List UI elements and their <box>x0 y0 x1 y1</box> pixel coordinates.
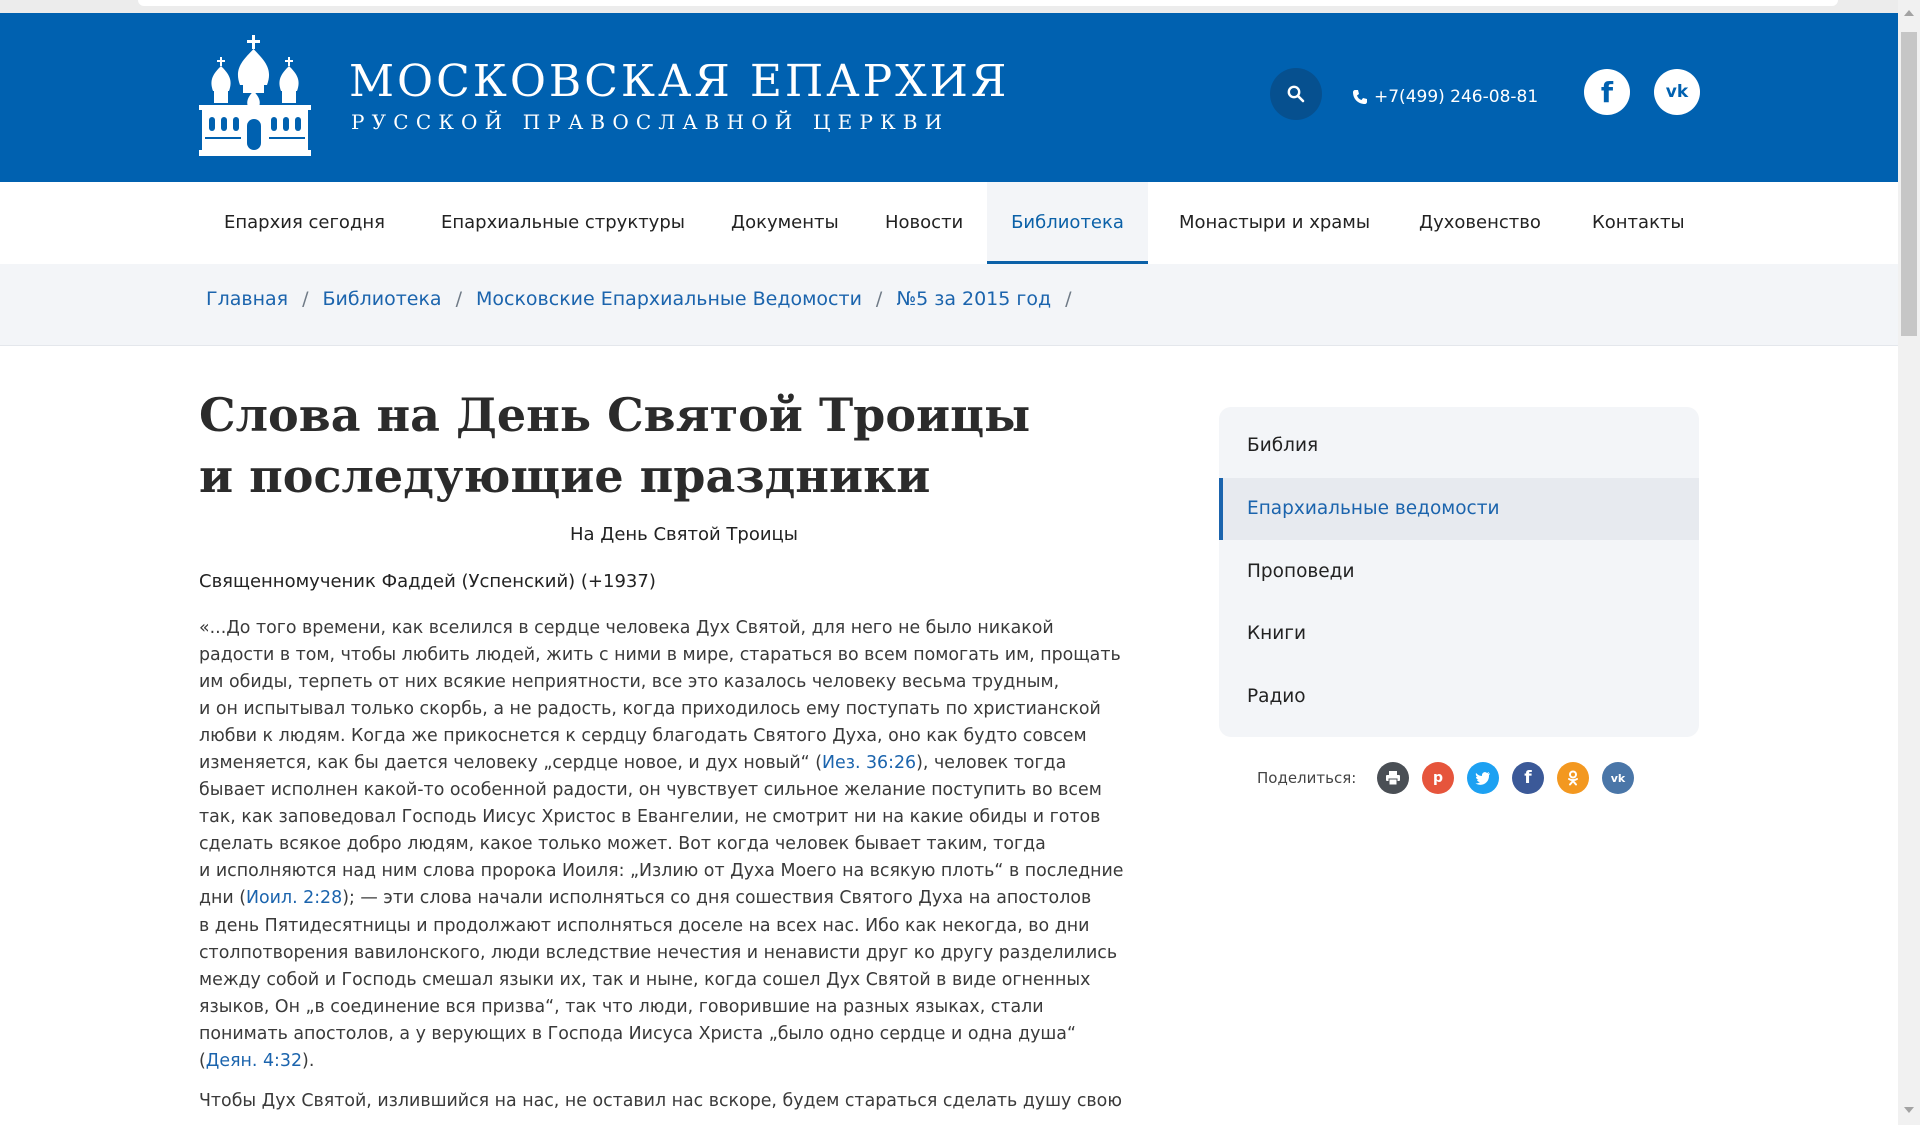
nav-clergy[interactable]: Духовенство <box>1419 212 1541 233</box>
scripture-link-ezekiel[interactable]: Иез. 36:26 <box>821 753 917 774</box>
share-pinterest-button[interactable] <box>1422 762 1454 794</box>
print-icon <box>1385 770 1401 786</box>
site-header <box>0 13 1898 182</box>
site-subtitle[interactable]: РУССКОЙ ПРАВОСЛАВНОЙ ЦЕРКВИ <box>351 110 950 134</box>
breadcrumb-separator: / <box>302 288 309 310</box>
scroll-down-arrow-icon[interactable] <box>1904 1107 1914 1113</box>
breadcrumb-separator: / <box>875 288 883 310</box>
sidebar-item-bible[interactable]: Библия <box>1247 435 1319 456</box>
text-line: языков, Он „в соединение вся призва“, так что люди, говорившие на разных языках, стали <box>199 996 1044 1017</box>
share-vk-button[interactable] <box>1602 762 1634 794</box>
facebook-icon: f <box>1600 75 1614 109</box>
vk-button[interactable] <box>1654 69 1700 115</box>
scripture-link-joel[interactable]: Иоил. 2:28 <box>246 888 343 909</box>
article-title-line-1: Слова на День Святой Троицы <box>199 388 1031 442</box>
nav-monasteries[interactable]: Монастыри и храмы <box>1179 212 1371 233</box>
text-line: понимать апостолов, а у верующих в Господа Иисуса Христа „было одно сердце и одна душа“ <box>199 1023 1076 1044</box>
text-segment: изменяется, как бы дается человеку „сердце новое, и дух новый“ ( <box>199 753 822 774</box>
text-segment: дни ( <box>199 888 247 909</box>
odnoklassniki-icon <box>1566 770 1580 786</box>
article-paragraph-2: Чтобы Дух Святой, излившийся на нас, не оставил нас вскоре, будем стараться сделать душу свою <box>199 1091 1122 1111</box>
breadcrumb-issue[interactable]: №5 за 2015 год <box>896 288 1052 310</box>
phone-number: +7(499) 246-08-81 <box>1374 87 1539 107</box>
nav-contacts[interactable]: Контакты <box>1592 212 1685 233</box>
sidebar-item-radio[interactable]: Радио <box>1247 686 1306 707</box>
text-line: «...До того времени, как вселился в сердце человека Дух Святой, для него не было никакой <box>199 618 1054 638</box>
text-segment: ). <box>302 1050 315 1071</box>
text-line <box>199 750 1174 777</box>
article-title <box>199 385 1099 507</box>
nav-documents[interactable]: Документы <box>731 212 839 233</box>
share-twitter-button[interactable] <box>1467 762 1499 794</box>
browser-top-strip <box>0 0 1898 13</box>
text-line: и исполняются над ним слова пророка Иоиля: „Излию от Духа Моего на всякую плоть“ в последние <box>199 861 1124 882</box>
nav-eparchy-today[interactable]: Епархия сегодня <box>224 212 385 233</box>
share-label: Поделиться: <box>1257 769 1357 787</box>
twitter-icon <box>1475 771 1491 785</box>
breadcrumb-gazette[interactable]: Московские Епархиальные Ведомости <box>475 288 862 310</box>
phone-link[interactable] <box>1352 87 1538 107</box>
pinterest-icon: p <box>1432 770 1444 786</box>
text-line: между собой и Господь смешал языки их, так и ныне, когда сошел Дух Святой в виде огненных <box>199 969 1091 990</box>
nav-library[interactable]: Библиотека <box>987 182 1148 264</box>
article-paragraph <box>199 615 1174 1075</box>
site-title[interactable]: МОСКОВСКАЯ ЕПАРХИЯ <box>349 56 1010 107</box>
scrollbar-thumb[interactable] <box>1901 32 1917 336</box>
text-line: в день Пятидесятницы и продолжают исполняться доселе на всех нас. Ибо как некогда, во дни <box>199 915 1090 936</box>
vk-icon: vk <box>1610 771 1626 785</box>
vk-icon: vk <box>1665 82 1689 102</box>
text-segment: ); — эти слова начали исполняться со дня сошествия Святого Духа на апостолов <box>342 888 1092 909</box>
text-line <box>199 1048 1174 1075</box>
address-bar-edge <box>138 0 1838 6</box>
sidebar-item-gazette[interactable]: Епархиальные ведомости <box>1219 478 1699 540</box>
text-segment: ( <box>199 1050 206 1071</box>
share-odnoklassniki-button[interactable] <box>1557 762 1589 794</box>
article-title-line-2: и последующие праздники <box>199 449 931 503</box>
search-button[interactable] <box>1270 68 1322 120</box>
share-print-button[interactable] <box>1377 762 1409 794</box>
cathedral-logo-icon[interactable] <box>199 35 311 157</box>
breadcrumb <box>0 264 1898 346</box>
breadcrumb-home[interactable]: Главная <box>206 288 289 310</box>
facebook-button[interactable] <box>1584 69 1630 115</box>
text-line: столпотворения вавилонского, люди вследствие нечестия и ненависти друг ко другу разделились <box>199 942 1118 963</box>
facebook-icon: f <box>1524 768 1532 788</box>
share-facebook-button[interactable] <box>1512 762 1544 794</box>
nav-news[interactable]: Новости <box>885 212 964 233</box>
text-line: радости в том, чтобы любить людей, жить с ними в мире, стараться во всем помогать им, прощать <box>199 645 1121 666</box>
breadcrumb-library[interactable]: Библиотека <box>322 288 442 310</box>
text-line: так, как заповедовал Господь Иисус Христос в Евангелии, не смотрит ни на какие обиды и готов <box>199 807 1101 828</box>
sidebar-menu <box>1219 407 1699 737</box>
text-segment: ), человек тогда <box>916 753 1067 774</box>
text-line: и он испытывал только скорбь, а не радость, когда приходилось ему поступать по христианской <box>199 699 1101 720</box>
text-line: им обиды, терпеть от них всякие неприятности, все это казалось человеку весьма трудным, <box>199 672 1060 693</box>
scroll-up-arrow-icon[interactable] <box>1904 10 1914 16</box>
text-line: любви к людям. Когда же прикоснется к сердцу благодать Святого Духа, оно как будто совсем <box>199 726 1087 747</box>
nav-eparchy-structures[interactable]: Епархиальные структуры <box>441 212 685 233</box>
main-nav <box>0 182 1898 264</box>
sidebar-item-books[interactable]: Книги <box>1247 623 1306 644</box>
breadcrumb-separator: / <box>455 288 462 310</box>
text-line <box>199 885 1174 912</box>
article-subtitle: На День Святой Троицы <box>569 524 799 545</box>
breadcrumb-separator: / <box>1065 288 1072 310</box>
search-icon <box>1287 85 1305 103</box>
scripture-link-acts[interactable]: Деян. 4:32 <box>205 1050 303 1071</box>
phone-icon <box>1352 89 1368 105</box>
article-author: Священномученик Фаддей (Успенский) (+1937) <box>199 571 656 592</box>
sidebar-item-sermons[interactable]: Проповеди <box>1247 561 1355 582</box>
text-line: сделать всякое добро людям, какое только может. Вот когда человек бывает таким, тогда <box>199 834 1046 855</box>
text-line: бывает исполнен какой-то особенной радости, он чувствует сильное желание поступить во всем <box>199 780 1102 801</box>
